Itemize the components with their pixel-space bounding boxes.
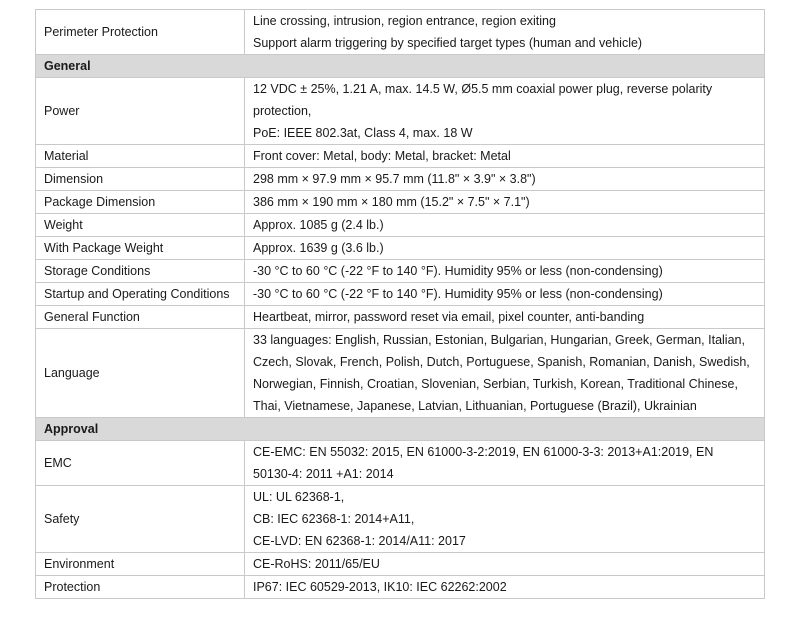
spec-row — [36, 78, 765, 145]
spec-value-line: CE-EMC: EN 55032: 2015, EN 61000-3-2:2019, EN 61000-3-3: 2013+A1:2019, EN — [253, 445, 714, 459]
spec-label-text: Material — [44, 149, 89, 163]
spec-row — [36, 306, 765, 329]
spec-label-text: Weight — [44, 218, 83, 232]
spec-label-text: General Function — [44, 310, 140, 324]
spec-row — [36, 145, 765, 168]
spec-row — [36, 329, 765, 418]
spec-label-text: EMC — [44, 456, 72, 470]
spec-label-text: Storage Conditions — [44, 264, 151, 278]
spec-label — [36, 10, 245, 55]
spec-value-line: 386 mm × 190 mm × 180 mm (15.2" × 7.5" × 7.1") — [253, 195, 530, 209]
spec-label-text: Perimeter Protection — [44, 25, 158, 39]
spec-value-line: Front cover: Metal, body: Metal, bracket: Metal — [253, 149, 511, 163]
spec-label-text: Language — [44, 366, 100, 380]
spec-label — [36, 260, 245, 283]
spec-label — [36, 441, 245, 486]
spec-label-text: Safety — [44, 512, 80, 526]
spec-label-text: Package Dimension — [44, 195, 156, 209]
spec-value-line: PoE: IEEE 802.3at, Class 4, max. 18 W — [253, 126, 473, 140]
spec-value-line: -30 °C to 60 °C (-22 °F to 140 °F). Humidity 95% or less (non-condensing) — [253, 264, 663, 278]
spec-value — [245, 78, 765, 145]
spec-value — [245, 145, 765, 168]
section-header: General — [36, 55, 765, 78]
spec-value-line: Norwegian, Finnish, Croatian, Slovenian, Serbian, Turkish, Korean, Traditional Chinese, — [253, 377, 738, 391]
spec-label-text: Dimension — [44, 172, 104, 186]
spec-label — [36, 283, 245, 306]
spec-value — [245, 486, 765, 553]
spec-value-line: 298 mm × 97.9 mm × 95.7 mm (11.8" × 3.9" × 3.8") — [253, 172, 536, 186]
spec-value-line: Czech, Slovak, French, Polish, Dutch, Portuguese, Spanish, Romanian, Danish, Swedish, — [253, 355, 750, 369]
spec-value — [245, 441, 765, 486]
spec-value-line: IP67: IEC 60529-2013, IK10: IEC 62262:2002 — [253, 580, 507, 594]
spec-value-line: -30 °C to 60 °C (-22 °F to 140 °F). Humidity 95% or less (non-condensing) — [253, 287, 663, 301]
spec-row — [36, 283, 765, 306]
spec-row — [36, 237, 765, 260]
spec-value-line: 50130-4: 2011 +A1: 2014 — [253, 467, 394, 481]
spec-row — [36, 191, 765, 214]
spec-value-line: Support alarm triggering by specified target types (human and vehicle) — [253, 36, 643, 50]
spec-label-text: With Package Weight — [44, 241, 164, 255]
specification-table — [35, 9, 765, 599]
spec-row — [36, 576, 765, 599]
spec-label — [36, 576, 245, 599]
spec-row — [36, 10, 765, 55]
spec-value — [245, 237, 765, 260]
spec-value-line: Line crossing, intrusion, region entrance, region exiting — [253, 14, 556, 28]
spec-row — [36, 260, 765, 283]
spec-value — [245, 191, 765, 214]
spec-value-line: CE-LVD: EN 62368-1: 2014/A11: 2017 — [253, 534, 466, 548]
spec-value-line: protection, — [253, 104, 312, 118]
spec-value-line: UL: UL 62368-1, — [253, 490, 345, 504]
spec-value — [245, 306, 765, 329]
spec-label — [36, 329, 245, 418]
spec-sheet — [35, 9, 765, 599]
spec-label-text: Startup and Operating Conditions — [44, 287, 230, 301]
spec-row — [36, 441, 765, 486]
spec-label — [36, 78, 245, 145]
spec-value-line: CE-RoHS: 2011/65/EU — [253, 557, 380, 571]
spec-value-line: Approx. 1639 g (3.6 lb.) — [253, 241, 384, 255]
spec-value-line: Approx. 1085 g (2.4 lb.) — [253, 218, 384, 232]
spec-label — [36, 306, 245, 329]
spec-value — [245, 214, 765, 237]
spec-label — [36, 486, 245, 553]
spec-value-line: 12 VDC ± 25%, 1.21 A, max. 14.5 W, Ø5.5 mm coaxial power plug, reverse polarity — [253, 82, 713, 96]
section-header-row — [36, 55, 765, 78]
spec-value-line: 33 languages: English, Russian, Estonian, Bulgarian, Hungarian, Greek, German, Italian, — [253, 333, 745, 347]
section-header: Approval — [36, 418, 765, 441]
spec-label — [36, 145, 245, 168]
spec-label — [36, 168, 245, 191]
spec-value — [245, 260, 765, 283]
section-header-row — [36, 418, 765, 441]
spec-row — [36, 486, 765, 553]
spec-value — [245, 553, 765, 576]
spec-value — [245, 329, 765, 418]
spec-value-line: CB: IEC 62368-1: 2014+A11, — [253, 512, 415, 526]
spec-label — [36, 553, 245, 576]
spec-value — [245, 576, 765, 599]
specification-table-body — [36, 10, 765, 599]
spec-value-line: Thai, Vietnamese, Japanese, Latvian, Lithuanian, Portuguese (Brazil), Ukrainian — [253, 399, 697, 413]
spec-value-line: Heartbeat, mirror, password reset via email, pixel counter, anti-banding — [253, 310, 645, 324]
spec-label-text: Protection — [44, 580, 101, 594]
spec-value — [245, 168, 765, 191]
spec-value — [245, 10, 765, 55]
spec-row — [36, 553, 765, 576]
spec-label — [36, 214, 245, 237]
spec-value — [245, 283, 765, 306]
spec-row — [36, 168, 765, 191]
spec-label-text: Environment — [44, 557, 115, 571]
spec-label — [36, 237, 245, 260]
spec-label — [36, 191, 245, 214]
spec-label-text: Power — [44, 104, 80, 118]
spec-row — [36, 214, 765, 237]
